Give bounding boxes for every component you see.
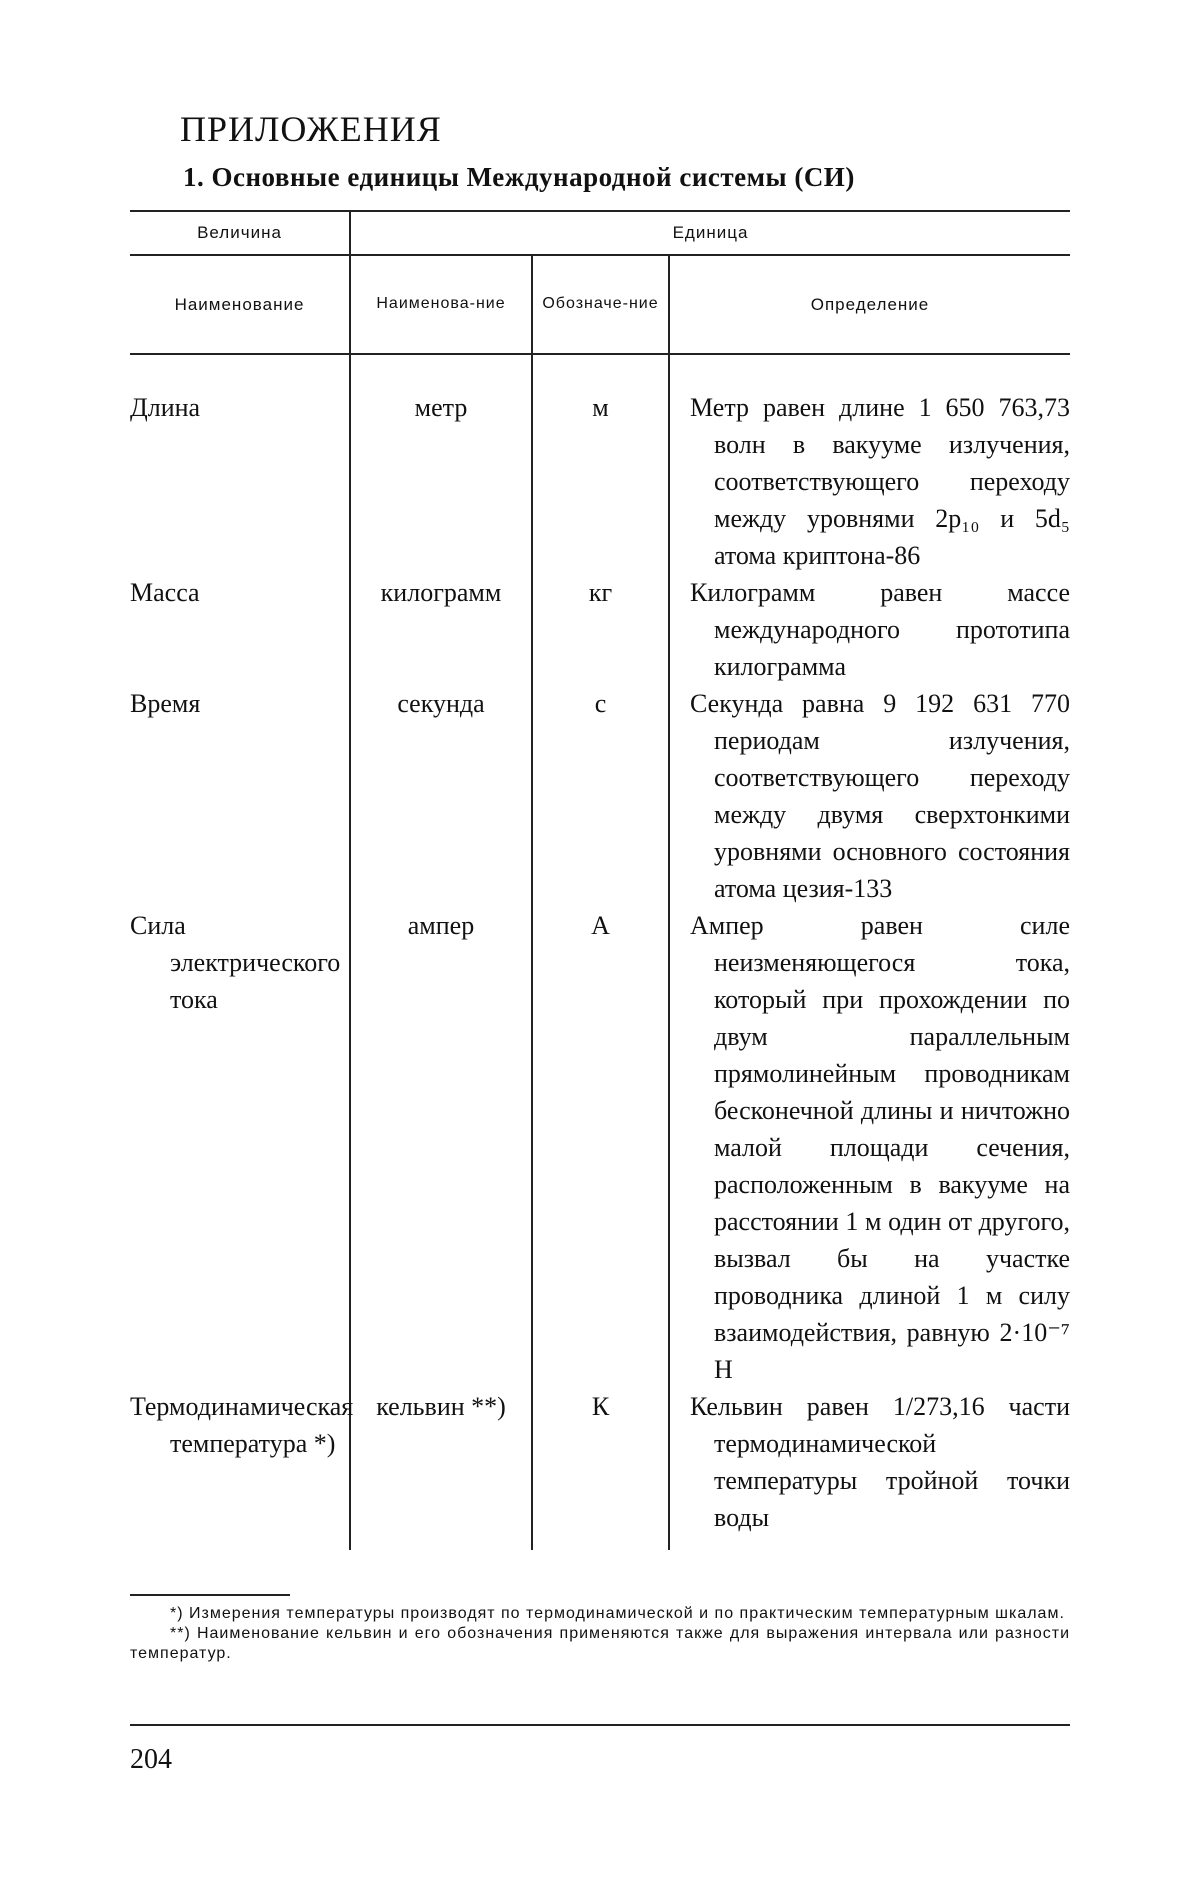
quantity-cell: Сила электрического тока — [130, 911, 341, 1014]
table-row — [130, 574, 1070, 685]
page-number: 204 — [130, 1744, 172, 1775]
group-header-quantity: Величина — [130, 211, 350, 255]
footnote-kelvin-usage: **) Наименование кельвин и его обозначения применяются также для выражения интервала или разности температур. — [130, 1625, 1070, 1662]
column-header-quantity-name: Наименование — [130, 255, 350, 354]
unit-symbol-cell: кг — [532, 574, 669, 685]
unit-name-cell: секунда — [350, 685, 532, 907]
quantity-cell: Термодинамическая температура *) — [130, 1392, 354, 1458]
column-header-definition: Определение — [669, 255, 1070, 354]
unit-symbol-cell: м — [532, 354, 669, 574]
quantity-cell: Масса — [130, 578, 200, 607]
column-header-unit-symbol: Обозначе-ние — [532, 255, 669, 354]
unit-symbol-cell: А — [532, 907, 669, 1388]
unit-name-cell: ампер — [350, 907, 532, 1388]
section-title: 1. Основные единицы Международной системы (СИ) — [183, 162, 855, 192]
footnotes — [130, 1604, 1070, 1664]
table-row — [130, 1388, 1070, 1550]
definition-cell: Секунда равна 9 192 631 770 периодам излучения, соответствующего переходу между двумя сверхтонкими уровнями основного состояния атома цезия-133 — [690, 689, 1070, 903]
footnote-temperature-scales: *) Измерения температуры производят по термодинамической и по практическим температурным шкалам. — [170, 1605, 1065, 1622]
footnote-separator — [130, 1594, 290, 1596]
definition-cell: Кельвин равен 1/273,16 части термодинамической температуры тройной точки воды — [690, 1392, 1070, 1532]
unit-name-cell: кельвин **) — [350, 1388, 532, 1550]
unit-symbol-cell: К — [532, 1388, 669, 1550]
unit-symbol-cell: с — [532, 685, 669, 907]
si-units-table — [130, 210, 1070, 1550]
page-heading: ПРИЛОЖЕНИЯ — [180, 109, 442, 149]
definition-cell: Килограмм равен массе международного прототипа килограмма — [690, 578, 1070, 681]
definition-cell: Метр равен длине 1 650 763,73 волн в вакууме излучения, соответствующего переходу между уровнями 2p₁₀ и 5d₅ атома криптона-86 — [690, 393, 1070, 570]
quantity-cell: Длина — [130, 393, 201, 422]
column-header-unit-name: Наименова-ние — [350, 255, 532, 354]
table-row — [130, 685, 1070, 907]
quantity-cell: Время — [130, 689, 201, 718]
table-row — [130, 907, 1070, 1388]
definition-cell: Ампер равен силе неизменяющегося тока, который при прохождении по двум параллельным прямолинейным проводникам бесконечной длины и ничтожно малой площади сечения, расположенным в вакууме на расстоянии 1 м один от другого, вызвал бы на участке проводника длиной 1 м силу взаимодействия, равную 2·10⁻⁷ Н — [690, 911, 1070, 1384]
unit-name-cell: килограмм — [350, 574, 532, 685]
group-header-unit: Единица — [350, 211, 1070, 255]
table-row — [130, 354, 1070, 574]
unit-name-cell: метр — [350, 354, 532, 574]
page-bottom-rule — [130, 1724, 1070, 1726]
